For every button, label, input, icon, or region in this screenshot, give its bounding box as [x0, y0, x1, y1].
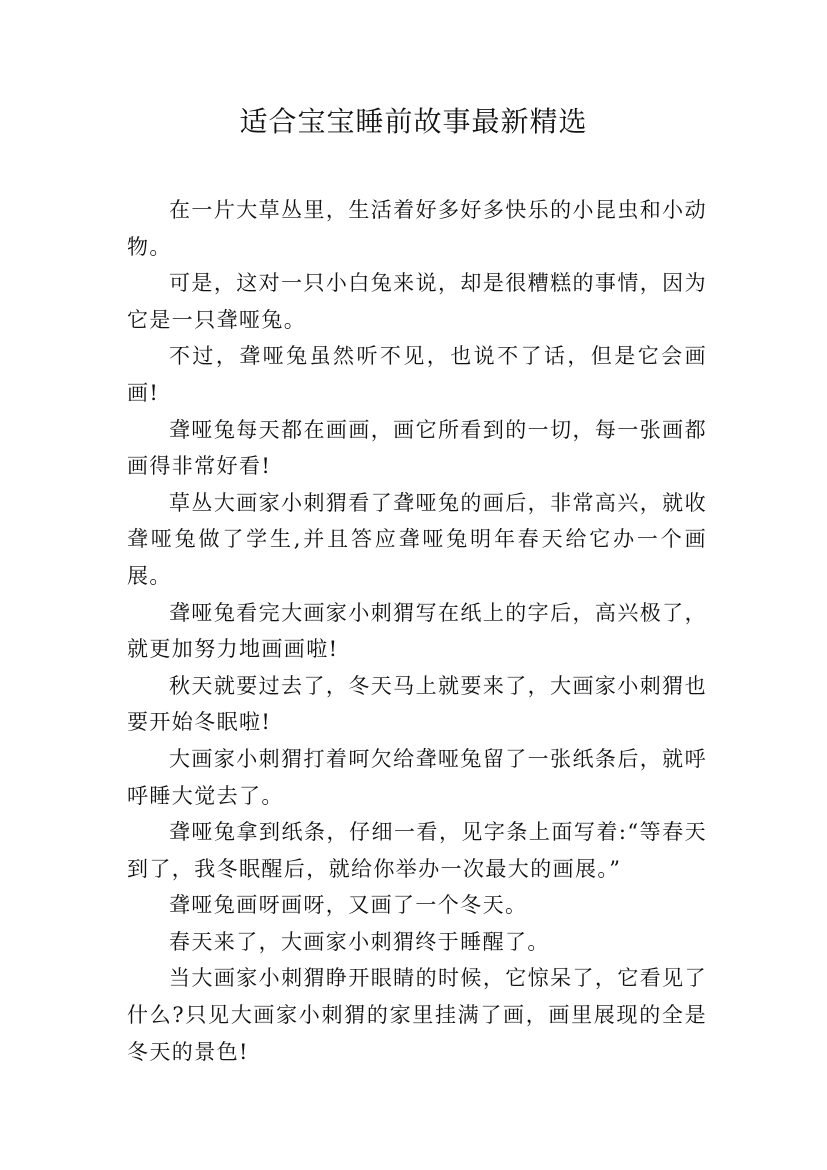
story-body: [127, 192, 707, 1070]
paragraph-8: 大画家小刺猬打着呵欠给聋哑兔留了一张纸条后，就呼呼睡大觉去了。: [127, 746, 707, 808]
paragraph-7: 秋天就要过去了，冬天马上就要来了，大画家小刺猬也要开始冬眠啦!: [127, 673, 707, 735]
paragraph-4: 聋哑兔每天都在画画，画它所看到的一切，每一张画都画得非常好看!: [127, 417, 707, 479]
paragraph-3: 不过，聋哑兔虽然听不见，也说不了话，但是它会画画!: [127, 344, 707, 405]
paragraph-1: 在一片大草丛里，生活着好多好多快乐的小昆虫和小动物。: [127, 198, 707, 259]
paragraph-12: 当大画家小刺猬睁开眼睛的时候，它惊呆了，它看见了什么?只见大画家小刺猬的家里挂满了画，画里展现的全是冬天的景色!: [127, 966, 707, 1064]
paragraph-9: 聋哑兔拿到纸条，仔细一看，见字条上面写着:“等春天到了，我冬眠醒后，就给你举办一次最大的画展。”: [127, 820, 707, 881]
paragraph-6: 聋哑兔看完大画家小刺猬写在纸上的字后，高兴极了，就更加努力地画画啦!: [127, 600, 707, 662]
paragraph-10: 聋哑兔画呀画呀，又画了一个冬天。: [169, 893, 528, 918]
document-title: 适合宝宝睡前故事最新精选: [239, 105, 588, 138]
paragraph-11: 春天来了，大画家小刺猬终于睡醒了。: [169, 929, 550, 954]
paragraph-2: 可是，这对一只小白兔来说，却是很糟糕的事情，因为它是一只聋哑兔。: [127, 271, 707, 332]
paragraph-5: 草丛大画家小刺猬看了聋哑兔的画后，非常高兴，就收聋哑兔做了学生,并且答应聋哑兔明年春天给它办一个画展。: [127, 490, 707, 588]
